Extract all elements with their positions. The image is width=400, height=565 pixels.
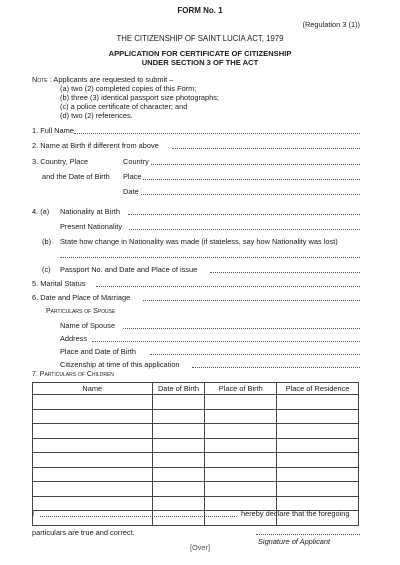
- date-label: Date: [123, 187, 139, 196]
- q4c-number: (c): [42, 265, 51, 274]
- note-item: (b) three (3) identical passport size photographs;: [60, 93, 219, 102]
- table-row: [33, 467, 359, 482]
- table-cell[interactable]: [277, 438, 359, 453]
- present-nationality-label: Present Nationality: [60, 222, 123, 231]
- nationality-at-birth-label: Nationality at Birth: [60, 207, 120, 216]
- table-cell[interactable]: [33, 438, 153, 453]
- passport-label: Passport No. and Date and Place of issue: [60, 265, 198, 274]
- spouse-name-line[interactable]: [123, 328, 360, 329]
- table-cell[interactable]: [33, 482, 153, 497]
- spouse-citizenship-line[interactable]: [192, 367, 360, 368]
- table-cell[interactable]: [152, 482, 205, 497]
- table-cell[interactable]: [205, 424, 277, 439]
- spouse-heading: Particulars of Spouse: [46, 308, 116, 315]
- column-header-place-of-birth: Place of Birth: [205, 383, 277, 395]
- children-table-header-row: [33, 383, 359, 395]
- table-cell[interactable]: [152, 511, 205, 526]
- table-cell[interactable]: [33, 467, 153, 482]
- name-at-birth-line[interactable]: [172, 148, 360, 149]
- table-row: [33, 395, 359, 410]
- change-nationality-line[interactable]: [60, 257, 360, 258]
- spouse-citizenship-label: Citizenship at time of this application: [60, 360, 180, 369]
- note-item: (a) two (2) completed copies of this Form;: [60, 84, 197, 93]
- spouse-address-label: Address: [60, 334, 88, 343]
- declaration-start: I: [32, 509, 35, 518]
- table-cell[interactable]: [205, 467, 277, 482]
- table-cell[interactable]: [205, 409, 277, 424]
- table-cell[interactable]: [205, 453, 277, 468]
- table-cell[interactable]: [152, 424, 205, 439]
- declaration-end: hereby declare that the foregoing: [241, 509, 350, 518]
- column-header-name: Name: [33, 383, 153, 395]
- note-text: : Applicants are requested to submit –: [49, 75, 174, 84]
- country-line[interactable]: [151, 164, 360, 165]
- note-item: (c) a police certificate of character; and: [60, 102, 188, 111]
- table-cell[interactable]: [205, 482, 277, 497]
- page-footer-over: [Over]: [189, 543, 211, 552]
- table-cell[interactable]: [277, 424, 359, 439]
- note-label: Note: [32, 75, 48, 84]
- signature-caption: Signature of Applicant: [258, 537, 331, 546]
- marriage-line[interactable]: [143, 300, 360, 301]
- declarant-name-line[interactable]: [40, 516, 237, 517]
- table-cell[interactable]: [33, 409, 153, 424]
- table-cell[interactable]: [152, 438, 205, 453]
- table-cell[interactable]: [152, 409, 205, 424]
- full-name-line[interactable]: [74, 133, 360, 134]
- table-cell[interactable]: [152, 467, 205, 482]
- table-cell[interactable]: [205, 438, 277, 453]
- place-line[interactable]: [143, 179, 360, 180]
- marital-status-label: 5. Marital Status: [32, 279, 86, 288]
- table-row: [33, 409, 359, 424]
- nationality-at-birth-line[interactable]: [128, 214, 360, 215]
- date-line[interactable]: [141, 194, 360, 195]
- form-heading-line-2: UNDER SECTION 3 OF THE ACT: [141, 58, 259, 67]
- present-nationality-line[interactable]: [129, 229, 360, 230]
- children-table: [32, 382, 359, 526]
- place-label: Place: [123, 172, 142, 181]
- q4a-number: 4. (a): [32, 207, 50, 216]
- table-row: [33, 424, 359, 439]
- marital-status-line[interactable]: [96, 286, 360, 287]
- column-header-place-of-residence: Place of Residence: [277, 383, 359, 395]
- full-name-label: 1. Full Name: [32, 126, 74, 135]
- q4b-number: (b): [42, 237, 52, 246]
- column-header-date-of-birth: Date of Birth: [152, 383, 205, 395]
- table-cell[interactable]: [33, 453, 153, 468]
- birth-details-label-2: and the Date of Birth: [42, 172, 110, 181]
- table-cell[interactable]: [152, 395, 205, 410]
- declaration-line-2: particulars are true and correct.: [32, 528, 135, 537]
- table-cell[interactable]: [152, 496, 205, 511]
- table-row: [33, 438, 359, 453]
- spouse-name-label: Name of Spouse: [60, 321, 116, 330]
- table-row: [33, 453, 359, 468]
- spouse-address-line[interactable]: [92, 341, 360, 342]
- name-at-birth-label: 2. Name at Birth if different from above: [32, 141, 159, 150]
- table-cell[interactable]: [277, 453, 359, 468]
- table-cell[interactable]: [277, 395, 359, 410]
- table-cell[interactable]: [277, 409, 359, 424]
- table-cell[interactable]: [33, 496, 153, 511]
- passport-line[interactable]: [210, 272, 360, 273]
- table-cell[interactable]: [205, 395, 277, 410]
- table-row: [33, 482, 359, 497]
- marriage-label: 6. Date and Place of Marriage: [32, 293, 131, 302]
- children-heading: 7. Particulars of Children: [32, 371, 114, 378]
- note-intro: [32, 75, 173, 84]
- spouse-birth-label: Place and Date of Birth: [60, 347, 137, 356]
- table-cell[interactable]: [277, 467, 359, 482]
- table-cell[interactable]: [277, 482, 359, 497]
- table-cell[interactable]: [33, 395, 153, 410]
- form-number: FORM No. 1: [177, 6, 223, 15]
- country-label: Country: [123, 157, 149, 166]
- signature-line[interactable]: [256, 534, 360, 535]
- change-nationality-label: State how change in Nationality was made (if stateless, say how Nationality was lost): [60, 237, 338, 246]
- note-item: (d) two (2) references.: [60, 111, 133, 120]
- regulation-reference: (Regulation 3 (1)): [302, 20, 360, 29]
- table-cell[interactable]: [152, 453, 205, 468]
- table-cell[interactable]: [33, 511, 153, 526]
- table-cell[interactable]: [33, 424, 153, 439]
- act-title: THE CITIZENSHIP OF SAINT LUCIA ACT, 1979: [116, 34, 284, 43]
- spouse-birth-line[interactable]: [150, 354, 360, 355]
- form-heading-line-1: APPLICATION FOR CERTIFICATE OF CITIZENSHIP: [108, 49, 292, 58]
- birth-details-label: 3. Country, Place: [32, 157, 89, 166]
